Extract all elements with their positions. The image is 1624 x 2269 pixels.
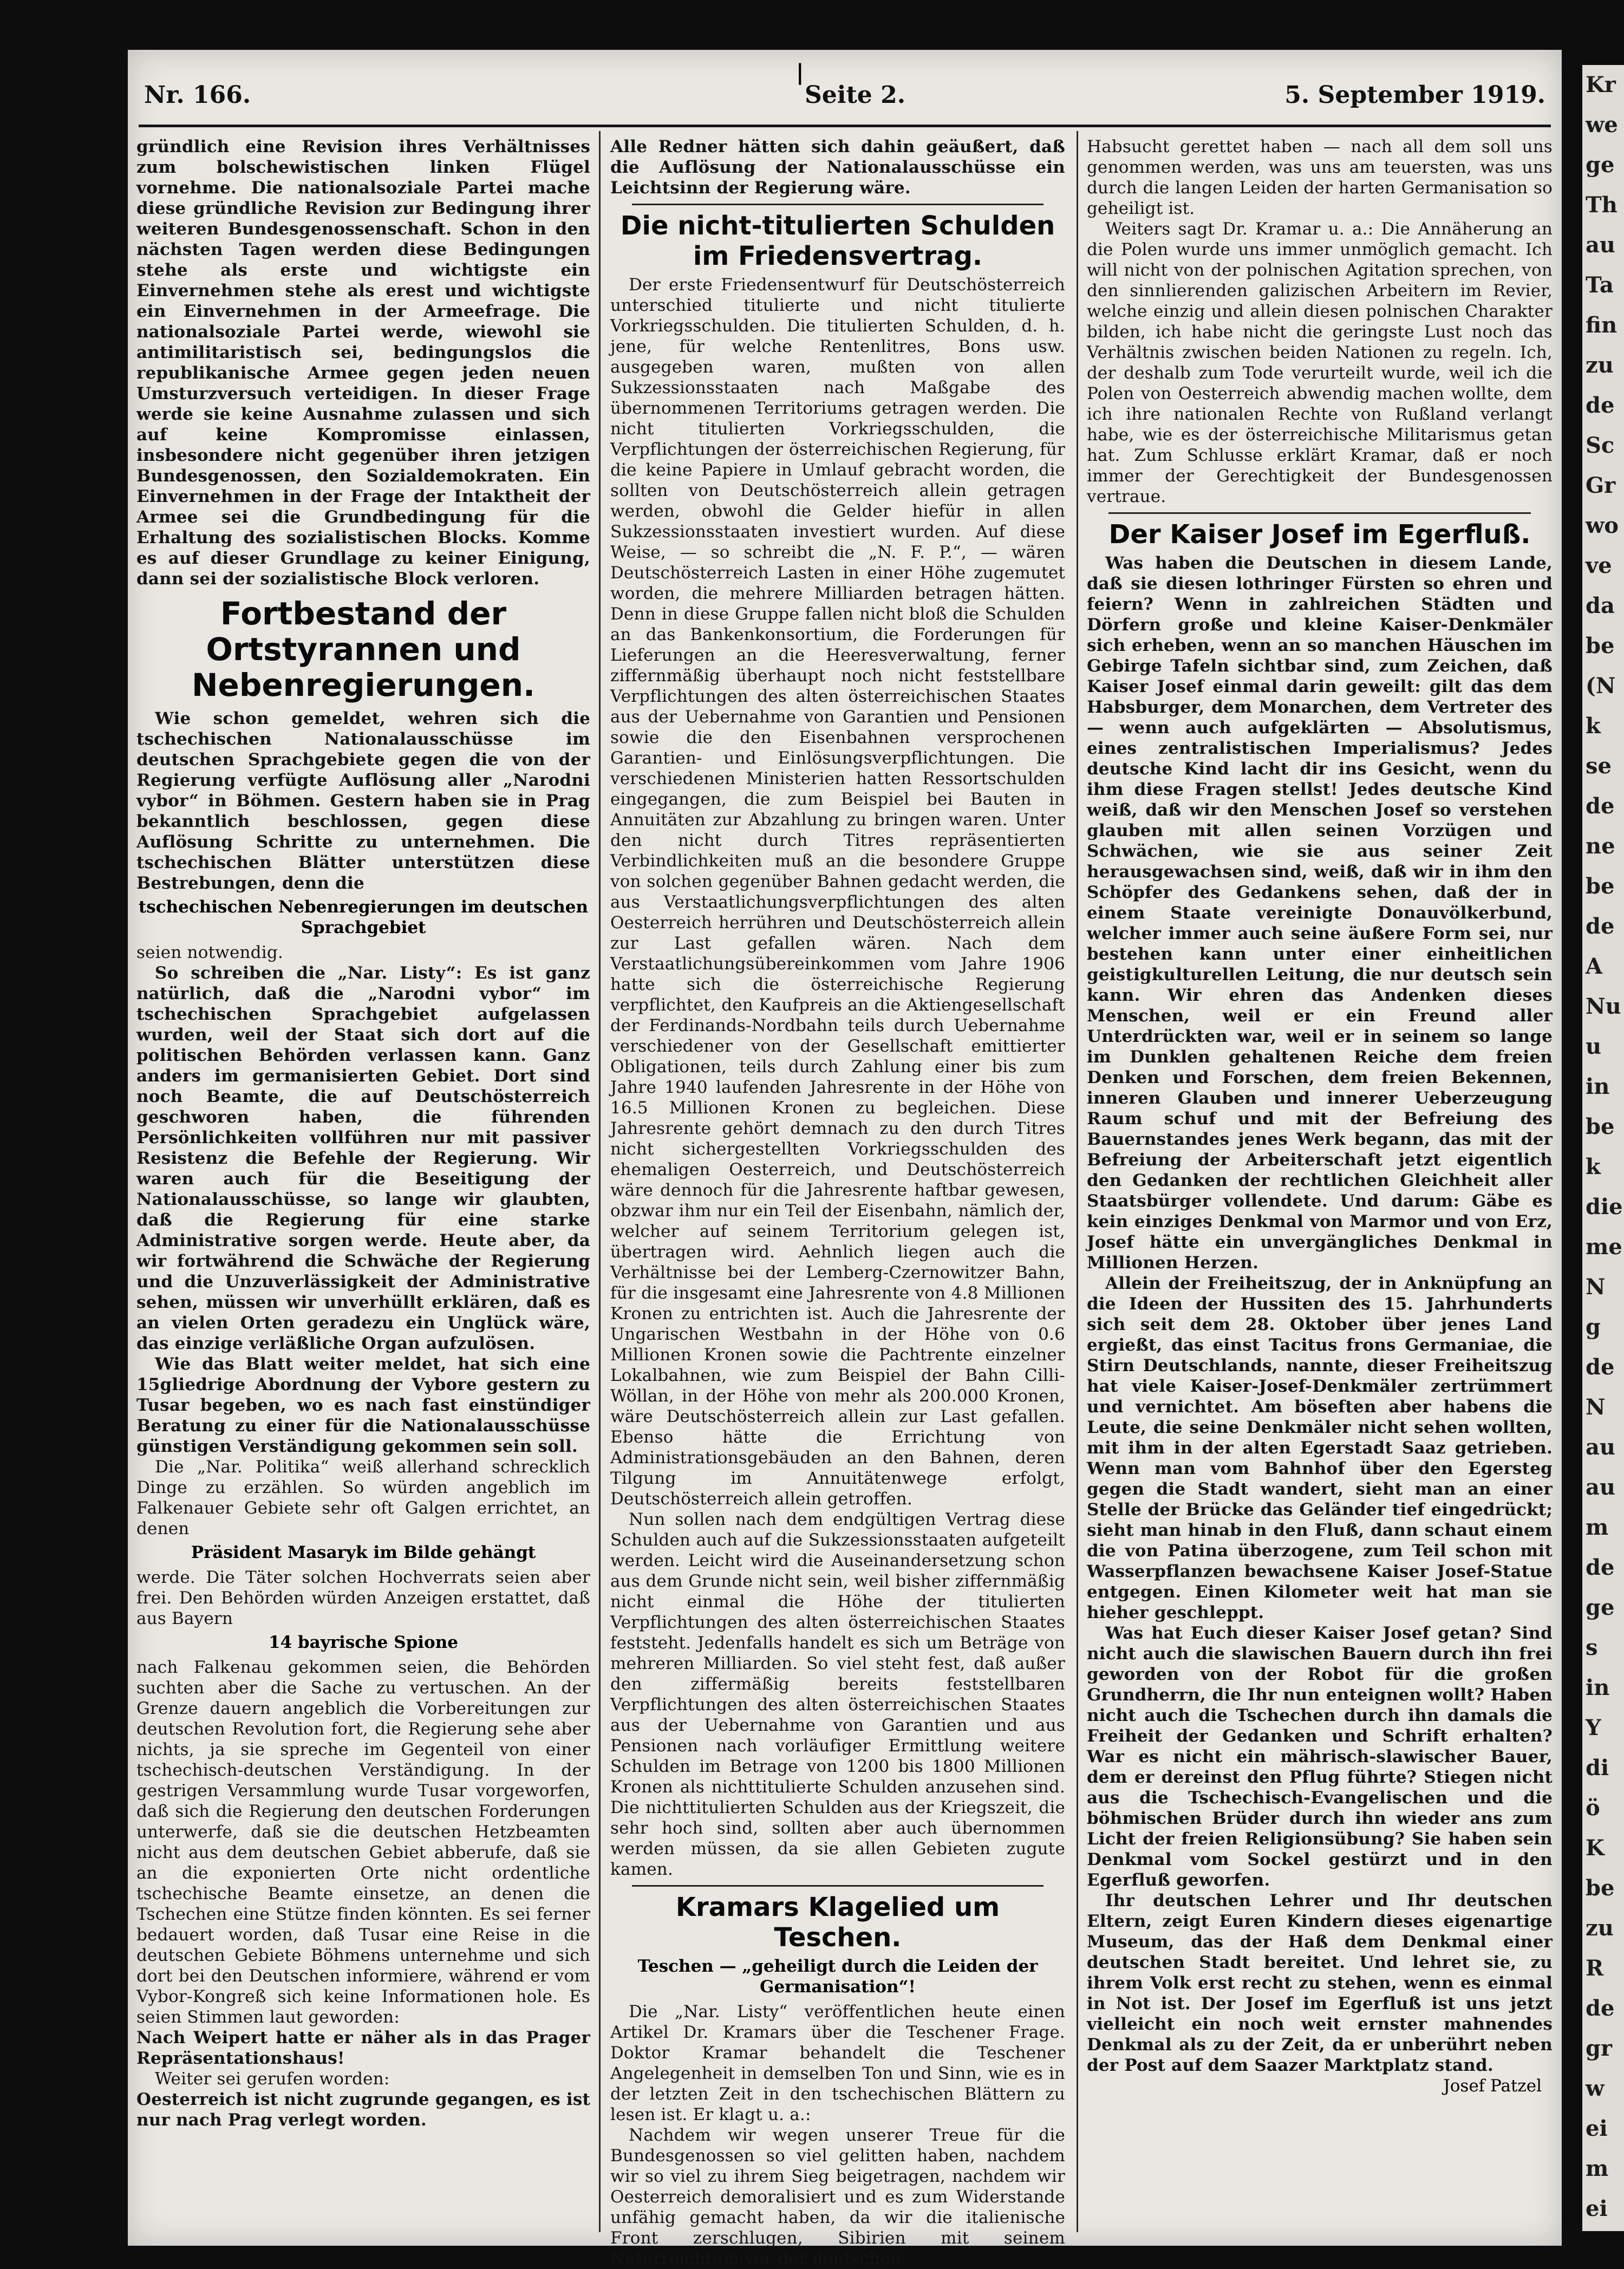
paragraph: Die „Nar. Listy“ veröffentlichen heute einen Artikel Dr. Kramars über die Teschener Frage. Doktor Kramar behandelt die Teschener Angelegenheit in demselben Ton und Sinn, wie es in der letzten Zeit in den tschechischen Blättern zu lesen ist. Er klagt u. a.: [610,2002,1065,2124]
adjacent-page-text-fragment: zu [1586,1915,1614,1941]
adjacent-page-text-fragment: in [1586,1074,1610,1099]
column-2 [610,136,1065,2268]
paragraph: Allein der Freiheitszug, der in Anknüpfung an die Ideen der Hussiten des 15. Jahrhunderts sich seit dem 28. Oktober über jenes Land ergießt, das einst Tacitus frons Germaniae, die Stirn Deutschlands, nannte, dieser Freiheitszug hat viele Kaiser-Josef-Denkmäler zertrümmert und vernichtet. Am böseften aber habens die Leute, die seine Denkmäler nicht sehen wollten, mit ihm in der alten Egerstadt Saaz getrieben. Wenn man vom Bahnhof über den Egersteg gegen die Stadt wandert, sieht man an einer Stelle der Brücke das Geländer tief eingedrückt; sieht man hinab in den Fluß, dann schaut einem die von Patina überzogene, zum Teil schon mit Wasserpflanzen bewachsene Kaiser Josef-Statue entgegen. Einen Kilometer weit hat man sie hieher geschleppt. [1087,1274,1553,1622]
headline-ortstyrannen: Fortbestand der Ortstyrannen und Nebenregierungen. [191,595,536,703]
adjacent-page-text-fragment: di [1586,1755,1609,1781]
adjacent-page-text-fragment: ge [1586,1595,1615,1620]
subheading: Teschen — „geheiligt durch die Leiden der Germanisation“! [637,1957,1038,1997]
adjacent-page-text-fragment: A [1586,954,1603,979]
paragraph: nach Falkenau gekommen seien, die Behörden suchten aber die Sache zu vertuschen. An der Grenze dauern angeblich die Vorbereitungen zur deutschen Revolution fort, die Regierung sehe aber nichts, ja sie spreche im Gegenteil von einer tschechisch-deutschen Verständigung. In der gestrigen Versammlung wurde Tusar vorgeworfen, daß sich die Regierung den deutschen Forderungen unterwerfe, daß sie die deutschen Hetzbeamten nicht aus dem deutschen Gebiet abberufe, daß sie an die exponierten Orte nicht ordentliche tschechische Beamte einsetze, an denen die Tschechen eine Stütze finden könnten. Es sei ferner bedauert worden, daß Tusar eine Reise in die deutschen Gebiete Böhmens unternehme und sich dort bei den Deutschen informiere, während er vom Vybor-Kongreß sich keine Informationen hole. Es seien Stimmen laut geworden: [136,1658,590,2027]
adjacent-page-text-fragment: w [1586,2076,1605,2101]
adjacent-page-text-fragment: ge [1586,152,1615,178]
adjacent-page-text-fragment: au [1586,1435,1615,1460]
adjacent-page-text-fragment: Th [1586,192,1618,218]
quote: Oesterreich ist nicht zugrunde gegangen, es ist nur nach Prag verlegt worden. [136,2090,590,2130]
adjacent-page-text-fragment: gr [1586,2036,1613,2061]
adjacent-page-text-fragment: au [1586,1475,1615,1500]
column-3 [1087,136,1553,2232]
adjacent-page-text-fragment: au [1586,232,1615,258]
adjacent-page-text-fragment: s [1586,1635,1598,1660]
adjacent-page-text-fragment: Kr [1586,72,1616,97]
column-1 [136,136,590,2232]
paragraph: Wie das Blatt weiter meldet, hat sich eine 15gliedrige Abordnung der Vybore gestern zu Tusar begeben, wo es nach fast einstündiger Beratung zu einer für die Nationalausschüsse günstigen Verständigung gekommen sein soll. [136,1354,590,1456]
paragraph: werde. Die Täter solchen Hochverrats seien aber frei. Den Behörden würden Anzeigen erstattet, daß aus Bayern [136,1568,590,1628]
adjacent-page-text-fragment: ei [1586,2116,1608,2141]
adjacent-page-text-fragment: k [1586,1154,1601,1179]
adjacent-page-text-fragment: m [1586,1515,1609,1540]
page-header [128,81,1562,122]
newspaper-page [128,50,1562,2268]
quote: Nach Weipert hatte er näher als in das Prager Repräsentationshaus! [136,2028,590,2068]
subheading: Präsident Masaryk im Bilde gehängt [191,1543,536,1562]
adjacent-page-text-fragment: de [1586,1996,1615,2021]
adjacent-page-edge [1582,65,1624,2231]
adjacent-page-text-fragment: de [1586,793,1615,819]
separator [632,1885,1043,1887]
paragraph: Wie schon gemeldet, wehren sich die tschechischen Nationalausschüsse im deutschen Sprachgebiete gegen die von der Regierung verfügte Auflösung aller „Narodni vybor“ in Böhmen. Gestern haben sie in Prag bekanntlich beschlossen, gegen diese Auflösung Schritte zu unternehmen. Die tschechischen Blätter unterstützen diese Bestrebungen, denn die [136,709,590,893]
paragraph: Nun sollen nach dem endgültigen Vertrag diese Schulden auch auf die Sukzessionsstaaten aufgeteilt werden. Leicht wird die Auseinandersetzung schon aus dem Grunde nicht sein, weil bisher ziffernmäßig nicht einmal die Höhe der titulierten Verpflichtungen des alten österreichischen Staates feststeht. Jedenfalls handelt es sich um Beträge von mehreren Milliarden. So viel steht fest, daß außer den ziffermäßig bereits feststellbaren Verpflichtungen des alten österreichischen Staates aus der Uebernahme von Garantien und aus Pensionen nach vorläufiger Ermittlung weitere Schulden im Betrage von 1200 bis 1800 Millionen Kronen als nichttitulierte Schulden anzusehen sind. Die nichttitulierten Schulden aus der Kriegszeit, die sehr hoch sind, sollten aber auch übernommen werden müssen, da sie allen Gebieten zugute kamen. [610,1510,1065,1879]
adjacent-page-text-fragment: me [1586,1234,1622,1260]
adjacent-page-text-fragment: R [1586,1955,1604,1981]
subheading: tschechischen Nebenregierungen im deutschen Sprachgebiet [138,897,589,937]
headline-kaiser-josef: Der Kaiser Josef im Egerfluß. [1108,519,1531,550]
adjacent-page-text-fragment: zu [1586,353,1614,378]
adjacent-page-text-fragment: be [1586,873,1615,899]
adjacent-page-text-fragment: Y [1586,1715,1601,1740]
column-divider-2 [1077,131,1078,2232]
adjacent-page-text-fragment: die [1586,1194,1623,1220]
separator [632,204,1043,205]
adjacent-page-text-fragment: da [1586,593,1615,618]
adjacent-page-text-fragment: se [1586,753,1612,779]
adjacent-page-text-fragment: Gr [1586,473,1616,498]
paragraph: Nachdem wir wegen unserer Treue für die Bundesgenossen so viel gelitten haben, nachdem wir so viel zu ihrem Sieg beigetragen, nachdem wir Oesterreich demoralisiert und es zum Widerstande unfähig gemacht haben, da wir die italienische Front zerschlugen, Sibirien mit seinem Naturreichtum vor der deutschen [610,2125,1065,2268]
paragraph: Was haben die Deutschen in diesem Lande, daß sie diesen lothringer Fürsten so ehren und feiern? Wenn in zahlreichen Städten und Dörfern große und kleine Kaiser-Denkmäler sich erheben, wenn an so manchen Häuschen im Gebirge Tafeln sichtbar sind, zum Zeichen, daß Kaiser Josef einmal darin geweilt: gilt das dem Habsburger, dem Monarchen, dem Vertreter des — wenn auch aufgeklärten — Absolutismus, eines zentralistischen Imperialismus? Jedes deutsche Kind lacht dir ins Gesicht, wenn du ihm diese Fragen stellst! Jedes deutsche Kind weiß, daß wir den Menschen Josef so verstehen glauben mit allen seinen Vorzügen und Schwächen, wie sie aus seiner Zeit herausgewachsen sind, weiß, daß wir in ihm den Schöpfer des Gedankens sehen, daß der in einem Staate vereinigte Donauvölkerbund, welcher immer auch seine äußere Form sei, nur bestehen kann unter einer einheitlichen geistigkulturellen Leitung, die nur deutsch sein kann. Wir ehren das Andenken dieses Menschen, weil er ein Freund aller Unterdrückten war, weil er in seinem so lange im Dunklen gehaltenen Reiche dem freien Denken und Forschen, dem freien Bekennen, inneren Glauben und innerer Ueberzeugung Raum schuf und mit der Befreiung des Bauernstandes jenes Werk begann, das mit der Befreiung der Arbeiterschaft jetzt eigentlich den Gedanken der rechtlichen Gleichheit aller Staatsbürger vollendete. Und darum: Gäbe es kein einziges Denkmal von Marmor und von Erz, Josef hätte ein unvergängliches Denkmal in Millionen Herzen. [1087,553,1553,1273]
page-number: Seite 2. [805,81,906,109]
paragraph: Die „Nar. Politika“ weiß allerhand schrecklich Dinge zu erzählen. So würden angeblich im Falkenauer Gebiete sehr oft Galgen errichtet, an denen [136,1457,590,1538]
adjacent-page-text-fragment: Nu [1586,994,1621,1019]
adjacent-page-text-fragment: be [1586,1114,1615,1139]
adjacent-page-text-fragment: ve [1586,553,1612,578]
paragraph: Was hat Euch dieser Kaiser Josef getan? Sind nicht auch die slawischen Bauern durch ihn frei geworden von der Robot für die großen Grundherrn, die Ihr nun enteignen wollt? Haben nicht auch die Tschechen durch ihn damals die Freiheit der Gedanken und Schrift erhalten? War es nicht ein mährisch-slawischer Bauer, dem er dereinst den Pflug führte? Stiegen nicht aus die Tschechisch-Evangelischen und die böhmischen Brüder durch ihn wieder ans zum Licht der freien Religionsübung? Sie haben sein Denkmal vom Sockel gestürzt und in den Egerfluß geworfen. [1087,1623,1553,1890]
paragraph: Der erste Friedensentwurf für Deutschösterreich unterschied titulierte und nicht titulierte Vorkriegsschulden. Die titulierten Schulden, d. h. jene, für welche Rentenlitres, Bons usw. ausgegeben waren, mußten von allen Sukzessionsstaaten nach Maßgabe des übernommenen Territoriums getragen werden. Die nicht titulierten Vorkriegsschulden, die Verpflichtungen der österreichischen Regierung, für die keine Papiere in Umlauf gebracht worden, die sollten von Deutschösterreich allein getragen werden, obwohl die Gelder hiefür in allen Sukzessionsstaaten investiert wurden. Auf diese Weise, — so schreibt die „N. F. P.“, — wären Deutschösterreich Lasten in einer Höhe zugemutet worden, die mehrere Milliarden betragen hätten. Denn in diese Gruppe fallen nicht bloß die Schulden an das Bankenkonsortium, die Forderungen für Lieferungen an die Heeresverwaltung, ferner ziffernmäßig überhaupt noch nicht feststellbare Verpflichtungen des alten österreichischen Staates aus der Uebernahme von Garantien und Pensionen sowie die den Eisenbahnen versprochenen Garantien- und Einlösungsverpflichtungen. Die verschiedenen Ministerien hatten Ressortschulden eingegangen, die zum Beispiel bei Bauten in Annuitäten zur Abzahlung zu bringen waren. Unter den nicht durch Titres repräsentierten Verbindlichkeiten muß an die besondere Gruppe von solchen gegenüber Bahnen gedacht werden, die aus Verstaatlichungsverpflichtungen des alten Oesterreich herrühren und Deutschösterreich allein zur Last gefallen wären. Nach dem Verstaatlichungsübereinkommen vom Jahre 1906 hatte sich die österreichische Regierung verpflichtet, den Kaufpreis an die Aktiengesellschaft der Ferdinands-Nordbahn teils durch Uebernahme verschiedener von der Gesellschaft emittierter Obligationen, teils durch Zahlung einer bis zum Jahre 1940 laufenden Jahresrente in der Höhe von 16.5 Millionen Kronen zu begleichen. Diese Jahresrente gehört demnach zu den durch Titres nicht sichergestellten Vorkriegsschulden des ehemaligen Oesterreich, und Deutschösterreich wäre dennoch für die Jahresrente haftbar gewesen, obzwar ihm nur ein Teil der Eisenbahn, nämlich der, welcher auf seinem Territorium gelegen ist, übertragen wird. Aehnlich liegen auch die Verhältnisse bei der Lemberg-Czernowitzer Bahn, für die insgesamt eine Jahresrente von 4.8 Millionen Kronen zu entrichten ist. Auch die Jahresrente der Ungarischen Westbahn in der Höhe von 0.6 Millionen Kronen sowie die Pachtrente einzelner Lokalbahnen, wie zum Beispiel der Bahn Cilli-Wöllan, in der Höhe von mehr als 200.000 Kronen, wäre Deutschösterreich allein zur Last gefallen. Ebenso hätte die Errichtung von Administrationsgebäuden an den Bahnen, deren Tilgung im Annuitätenwege erfolgt, Deutschösterreich allein getroffen. [610,275,1065,1509]
adjacent-page-text-fragment: be [1586,633,1615,658]
separator [1108,512,1531,514]
adjacent-page-text-fragment: in [1586,1675,1610,1700]
adjacent-page-text-fragment: ei [1586,2196,1608,2221]
page-mark: | [796,60,804,85]
adjacent-page-text-fragment: Sc [1586,433,1615,458]
adjacent-page-text-fragment: fin [1586,312,1618,338]
adjacent-page-text-fragment: ne [1586,833,1615,859]
article-continuation: gründlich eine Revision ihres Verhältnisses zum bolschewistischen linken Flügel vornehme. Die nationalsoziale Partei mache diese gründliche Revision zur Bedingung ihrer weiteren Bundesgenossenschaft. Schon in den nächsten Tagen werden diese Bedingungen stehe als erste und wichtigste ein Einvernehmen stehe als erest und wichtigste ein Einvernehmen in der Armeefrage. Die nationalsoziale Partei werde, wiewohl sie antimilitaristisch sei, bedingungslos die republikanische Armee gegen jeden neuen Umsturzversuch verteidigen. In dieser Frage werde sie keine Ausnahme zulassen und sich auf keine Kompromisse einlassen, insbesondere nicht gegenüber ihren jetzigen Bundesgenossen, den Sozialdemokraten. Ein Einvernehmen in der Frage der Intaktheit der Armee sei die Grundbedingung für die Erhaltung des sozialistischen Blocks. Komme es auf dieser Grundlage zu keiner Einigung, dann sei der sozialistische Block verloren. [136,137,590,589]
paragraph: Weiter sei gerufen worden: [155,2069,390,2089]
adjacent-page-text-fragment: wo [1586,513,1619,538]
paragraph: Ihr deutschen Lehrer und Ihr deutschen Eltern, zeigt Euren Kindern dieses eigenartige Museum, das der Haß dem Denkmal einer deutschen Stadt bereitet. Und lehret sie, zu ihrem Volk erst recht zu stehen, wenn es einmal in Not ist. Der Josef im Egerfluß ist uns jetzt vielleicht ein noch weit ernster mahnendes Denkmal als zu der Zeit, da er unberührt neben der Post auf dem Saazer Marktplatz stand. [1087,1891,1553,2075]
adjacent-page-text-fragment: de [1586,914,1615,939]
adjacent-page-text-fragment: (N [1586,673,1616,699]
adjacent-page-text-fragment: ö [1586,1795,1600,1821]
issue-date: 5. September 1919. [1284,81,1545,109]
adjacent-page-text-fragment: de [1586,1354,1615,1380]
paragraph: Weiters sagt Dr. Kramar u. a.: Die Annäherung an die Polen wurde uns immer unmöglich gemacht. Ich will nicht von der polnischen Agitation sprechen, von den sinnlierenden galizischen Arbeitern im Revier, welche einzig und allein diesen polnischen Charakter bilden, ich habe nicht die geringste Lust noch das Verhältnis zwischen beiden Nationen zu regeln. Ich, der deshalb zum Tode verurteilt wurde, weil ich die Polen von Oesterreich abwendig machen wollte, dem ich ihre nationalen Rechte von Rußland verlangt habe, wie es der österreichische Militarismus getan hat. Zum Schlusse erklärt Kramar, daß er noch immer der Gerechtigkeit der Bundesgenossen vertraue. [1087,219,1553,506]
column-divider-1 [599,131,601,2232]
header-rule [139,125,1551,127]
article-continuation: Alle Redner hätten sich dahin geäußert, daß die Auflösung der Nationalausschüsse ein Leichtsinn der Regierung wäre. [610,137,1065,198]
adjacent-page-text-fragment: we [1586,112,1618,138]
paragraph: seien notwendig. [136,943,283,962]
adjacent-page-text-fragment: u [1586,1034,1602,1059]
adjacent-page-text-fragment: N [1586,1394,1606,1420]
headline-kramar: Kramars Klagelied um Teschen. [675,1892,1000,1953]
issue-number: Nr. 166. [144,81,251,109]
paragraph: So schreiben die „Nar. Listy“: Es ist ganz natürlich, daß die „Narodni vybor“ im tschechischen Sprachgebiet aufgelassen wurden, weil der Staat sich dort auf die politischen Behörden verlassen kann. Ganz anders im germanisierten Gebiet. Dort sind noch Beamte, die auf Deutschösterreich geschworen haben, die führenden Persönlichkeiten vollführen nur mit passiver Resistenz die Befehle der Regierung. Wir waren auch für die Beseitigung der Nationalausschüsse, so lange wir glaubten, daß die Regierung für eine starke Administrative sorgen werde. Heute aber, da wir fortwährend die Schwäche der Regierung und die Unzuverlässigkeit der Administrative sehen, müssen wir unverhüllt erklären, daß es an vielen Orten geradezu ein Unglück wäre, das einzige verläßliche Organ aufzulösen. [136,963,590,1353]
article-continuation: Habsucht gerettet haben — nach all dem soll uns genommen werden, was uns am teuersten, was uns durch die langen Leiden der harten Germanisation so geheiligt ist. [1087,137,1553,218]
adjacent-page-text-fragment: de [1586,393,1615,418]
author-signature: Josef Patzel [1443,2076,1542,2096]
adjacent-page-text-fragment: Ta [1586,272,1614,298]
subheading: 14 bayrische Spione [269,1633,458,1652]
adjacent-page-text-fragment: de [1586,1555,1615,1580]
adjacent-page-text-fragment: m [1586,2156,1609,2181]
adjacent-page-text-fragment: be [1586,1875,1615,1901]
adjacent-page-text-fragment: g [1586,1314,1601,1340]
headline-schulden: Die nicht-titulierten Schulden im Friedensvertrag. [620,211,1055,271]
adjacent-page-text-fragment: N [1586,1274,1606,1300]
adjacent-page-text-fragment: k [1586,713,1601,739]
adjacent-page-text-fragment: K [1586,1835,1605,1861]
